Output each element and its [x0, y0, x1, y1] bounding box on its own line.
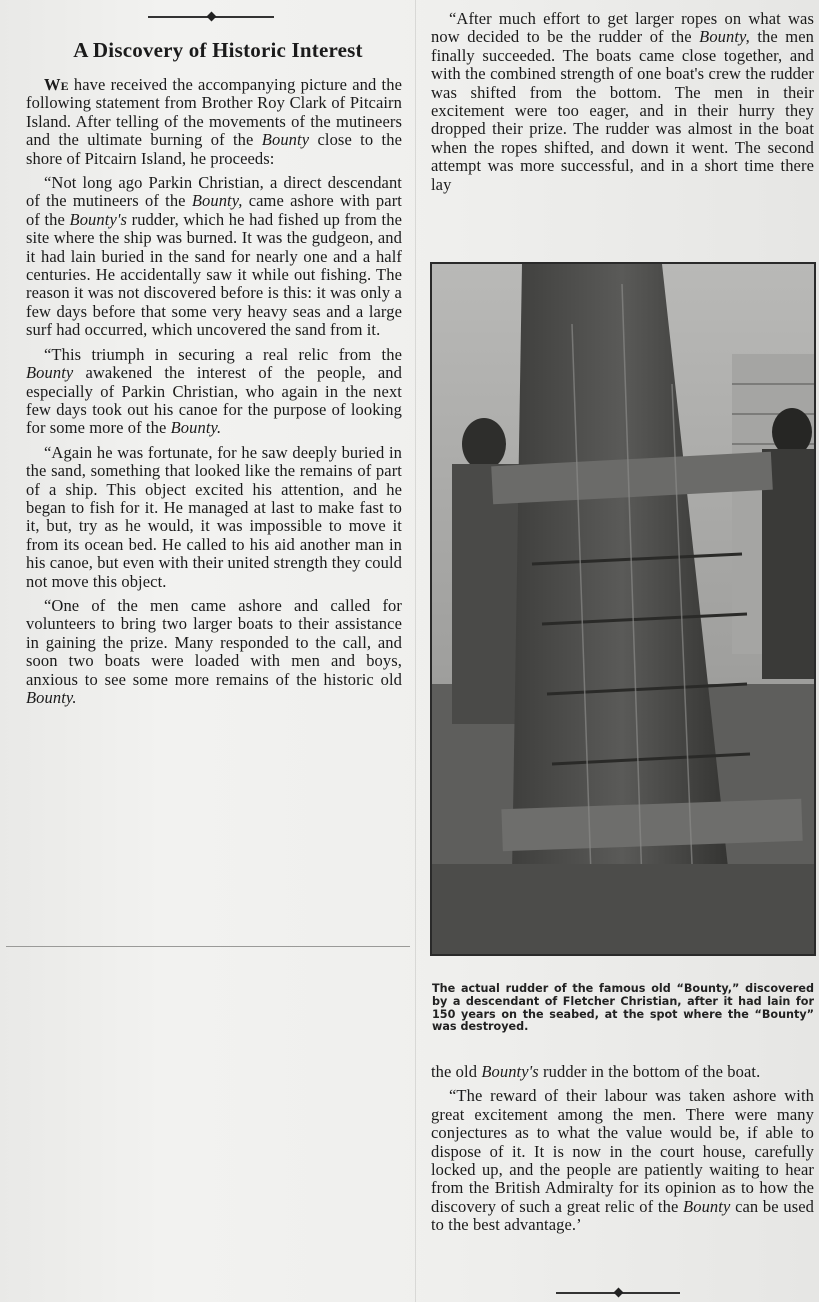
paragraph-triumph: “This triumph in securing a real relic from the Bounty awakened the interest of the people, and especially of Parkin Christian, who again in the next few days took out his canoe for the purpose of looking for some more of the Bounty.	[26, 344, 402, 438]
paragraph-continued: the old Bounty's rudder in the bottom of the boat.	[431, 1062, 761, 1081]
column-end-rule	[6, 946, 410, 947]
lead-word: We	[44, 75, 69, 94]
left-column	[26, 76, 402, 713]
column-gutter	[415, 0, 416, 1302]
photo-caption: The actual rudder of the famous old “Bounty,” discovered by a descendant of Fletcher Christian, after it had lain for 150 years on the seabed, at the spot where the “Bounty” was destroyed.	[432, 982, 814, 1034]
article-title: A Discovery of Historic Interest	[73, 38, 363, 62]
paragraph-intro: We have received the accompanying picture and the following statement from Brother Roy Clark of Pitcairn Island. After telling of the movements of the mutineers and the ultimate burning of the Bounty close to the shore of Pitcairn Island, he proceeds:	[26, 75, 402, 168]
right-column-top	[431, 10, 814, 200]
right-column-bottom	[431, 1063, 814, 1241]
paragraph-volunteers: “One of the men came ashore and called for volunteers to bring two larger boats to their assistance in gaining the prize. Many responded to the call, and soon two boats were loaded with men and boys, anxious to see some more remains of the historic old Bounty.	[26, 595, 402, 707]
top-ornament-rule	[148, 16, 274, 18]
rudder-illustration	[432, 264, 814, 954]
bottom-ornament-rule	[556, 1292, 680, 1294]
rudder-photograph	[430, 262, 816, 956]
paragraph-ropes: “After much effort to get larger ropes on what was now decided to be the rudder of the Bounty, the men finally succeeded. The boats came close together, and with the combined strength of one boat's crew the rudder was shifted from the bottom. The men in their excitement were too eager, and in their hurry they dropped their prize. The rudder was almost in the boat when the ropes shifted, and down it went. The second attempt was more successful, and in a short time there lay	[431, 9, 814, 194]
paragraph-gudgeon: “Not long ago Parkin Christian, a direct descendant of the mutineers of the Bounty, came ashore with part of the Bounty's rudder, which he had fished up from the site where the ship was burned. It was the gudgeon, and it had lain buried in the sand for nearly one and a half centuries. He accidentally saw it while out fishing. The reason it was not discovered before is this: it was only a few days before that some very heavy seas and a large surf had occurred, which uncovered the sand from it.	[26, 173, 402, 340]
paragraph-fortunate: “Again he was fortunate, for he saw deeply buried in the sand, something that looked like the remains of part of a ship. This object excited his attention, and he began to fish for it. He managed at last to make fast to it, but, try as he would, it was impossible to move it from its ocean bed. He called to his aid another man in his canoe, but even with their united strength they could not move this object.	[26, 442, 402, 591]
paragraph-reward: “The reward of their labour was taken ashore with great excitement among the men. There were many conjectures as to what the value would be, if able to dispose of it. It is now in the court house, carefully locked up, and the people are patiently waiting to hear from the British Admiralty for its opinion as to how the discovery of such a great relic of the Bounty can be used to the best advantage.’	[431, 1086, 814, 1235]
